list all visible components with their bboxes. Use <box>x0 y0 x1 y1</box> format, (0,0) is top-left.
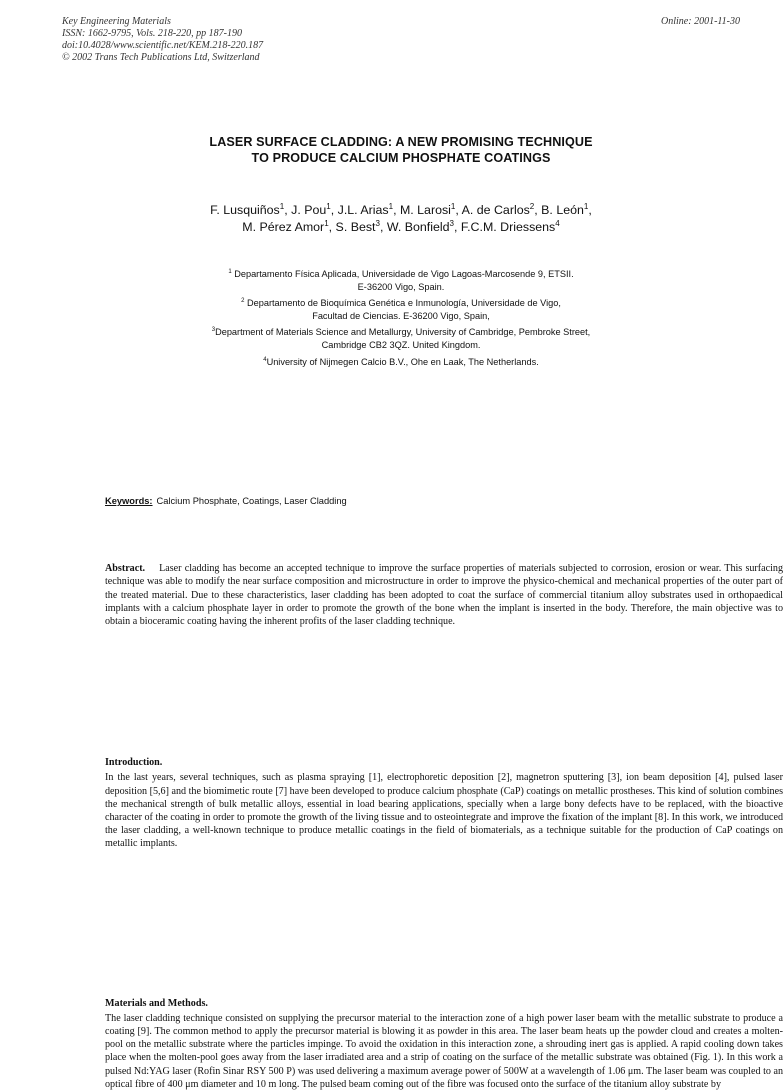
affiliation-text: Departamento de Bioquímica Genética e Inmunología, Universidade de Vigo, <box>244 298 561 309</box>
abstract-text: Laser cladding has become an accepted technique to improve the surface properties of materials subjected to corrosion, erosion or wear. This surfacing technique was able to modify the near surface composition and microstructure in order to improve the physico-chemical and mechanical properties of the outer part of the treated material. Due to these characteristics, laser cladding has been adopted to coat the surface of commercial titanium alloy substrates used in orthopaedical implants with a calcium phosphate layer in order to promote the growth of the bone when the implant is inserted in the body. Therefore, the main objective was to obtain a bioceramic coating having the inherent profits of the laser cladding technique. <box>105 563 783 627</box>
affiliation-text: Facultad de Ciencias. E-36200 Vigo, Spain, <box>312 310 490 321</box>
online-date: Online: 2001-11-30 <box>661 16 740 27</box>
author-name: , J.L. Arias <box>330 203 389 217</box>
author-name: , M. Larosi <box>393 203 451 217</box>
author-name: , J. Pou <box>284 203 327 217</box>
affiliation-marker: 1 <box>324 218 329 228</box>
affiliation-2 <box>62 297 740 322</box>
methods-heading: Materials and Methods. <box>105 997 208 1009</box>
issn-line: ISSN: 1662-9795, Vols. 218-220, pp 187-190 <box>62 28 242 39</box>
affiliation-marker: 1 <box>388 201 394 211</box>
methods-text: The laser cladding technique consisted on supplying the precursor material to the interaction zone of a high power laser beam with the metallic substrate to produce a coating [9]. The common method to apply the precursor material is blowing it as powder in this area. The laser beam heats up the powder cloud and creates a molten-pool on the metallic substrate where the particles impinge. To avoid the oxidation in this interaction zone, a shrouding inert gas is applied. A rapid cooling down takes place when the molten-pool goes away from the laser irradiated area and a strip of coating on the surface of the metallic substrate was obtained (Fig. 1). In this work a pulsed Nd:YAG laser (Rofin Sinar RSY 500 P) was used delivering a maximum average power of 500W at a wavelength of 1.06 μm. The laser beam was coupled to an optical fibre of 400 μm diameter and 10 m long. The pulsed beam coming out of the fibre was focused onto the surface of the titanium alloy substrate by <box>105 1012 783 1090</box>
affiliation-marker: 1 <box>279 201 285 211</box>
affiliation-text: Cambridge CB2 3QZ. United Kingdom. <box>321 339 481 350</box>
author-name: M. Pérez Amor <box>242 220 325 234</box>
author-name: F. Lusquiños <box>210 203 280 217</box>
copyright-line: © 2002 Trans Tech Publications Ltd, Switzerland <box>62 52 260 63</box>
affiliation-list <box>62 268 740 368</box>
paper-title <box>62 134 740 166</box>
author-name: , A. de Carlos <box>455 203 530 217</box>
affiliation-marker: 4 <box>555 218 560 228</box>
author-line-1 <box>62 202 740 219</box>
journal-name: Key Engineering Materials <box>62 16 171 27</box>
abstract-section <box>105 562 783 628</box>
author-line-2 <box>62 219 740 236</box>
introduction-section <box>105 756 783 850</box>
affiliation-marker: 2 <box>529 201 535 211</box>
affiliation-4 <box>62 356 740 369</box>
author-name: , B. León <box>534 203 584 217</box>
introduction-text: In the last years, several techniques, such as plasma spraying [1], electrophoretic deposition [2], magnetron sputtering [3], ion beam deposition [4], pulsed laser deposition [5,6] and the biomimetic route [7] have been developed to produce calcium phosphate (CaP) coatings on metallic prostheses. This kind of solution combines the mechanical strength of bulk metallic alloys, essential in load bearing applications, specially when a large bony defects have to be replaced, with the bioactive character of the coating in order to promote the growth of the living tissue and to osteointegrate and improve the fixation of the implant [8]. In this work, we introduced the laser cladding, a well-known technique to produce metallic coatings in the field of biomaterials, as a technique suitable for the production of CaP coatings on metallic implants. <box>105 772 783 850</box>
title-line-1: LASER SURFACE CLADDING: A NEW PROMISING TECHNIQUE <box>209 135 593 149</box>
journal-header <box>62 16 740 64</box>
keywords-line <box>105 495 783 507</box>
affiliation-marker: 3 <box>449 218 455 228</box>
affiliation-text: Departamento Física Aplicada, Universidade de Vigo Lagoas-Marcosende 9, ETSII. <box>231 269 574 279</box>
affiliation-marker: 1 <box>450 201 456 211</box>
affiliation-number: 2 <box>241 298 245 305</box>
affiliation-1 <box>62 268 740 293</box>
author-list <box>62 202 740 236</box>
affiliation-number: 3 <box>211 327 216 334</box>
author-name: , F.C.M. Driessens <box>454 220 556 234</box>
affiliation-number: 1 <box>228 268 232 275</box>
affiliation-text: Department of Materials Science and Metallurgy, University of Cambridge, Pembroke Street, <box>215 327 591 338</box>
keywords-label: Keywords: <box>105 496 153 507</box>
affiliation-marker: 1 <box>583 201 589 211</box>
introduction-heading: Introduction. <box>105 757 163 769</box>
citation-block <box>62 16 740 64</box>
author-name: , S. Best <box>328 220 376 234</box>
author-separator: , <box>588 203 592 217</box>
abstract-heading: Abstract. <box>105 563 146 575</box>
affiliation-3 <box>62 326 740 351</box>
affiliation-marker: 3 <box>375 218 380 228</box>
affiliation-text: University of Nijmegen Calcio B.V., Ohe en Laak, The Netherlands. <box>266 356 539 367</box>
title-line-2: TO PRODUCE CALCIUM PHOSPHATE COATINGS <box>251 151 551 165</box>
author-name: , W. Bonfield <box>379 220 450 234</box>
affiliation-marker: 1 <box>326 201 331 211</box>
affiliation-text: E-36200 Vigo, Spain. <box>357 281 445 292</box>
keywords-text: Calcium Phosphate, Coatings, Laser Cladding <box>156 496 347 507</box>
methods-section <box>105 997 783 1091</box>
doi-line: doi:10.4028/www.scientific.net/KEM.218-220.187 <box>62 40 264 51</box>
affiliation-number: 4 <box>263 356 267 363</box>
